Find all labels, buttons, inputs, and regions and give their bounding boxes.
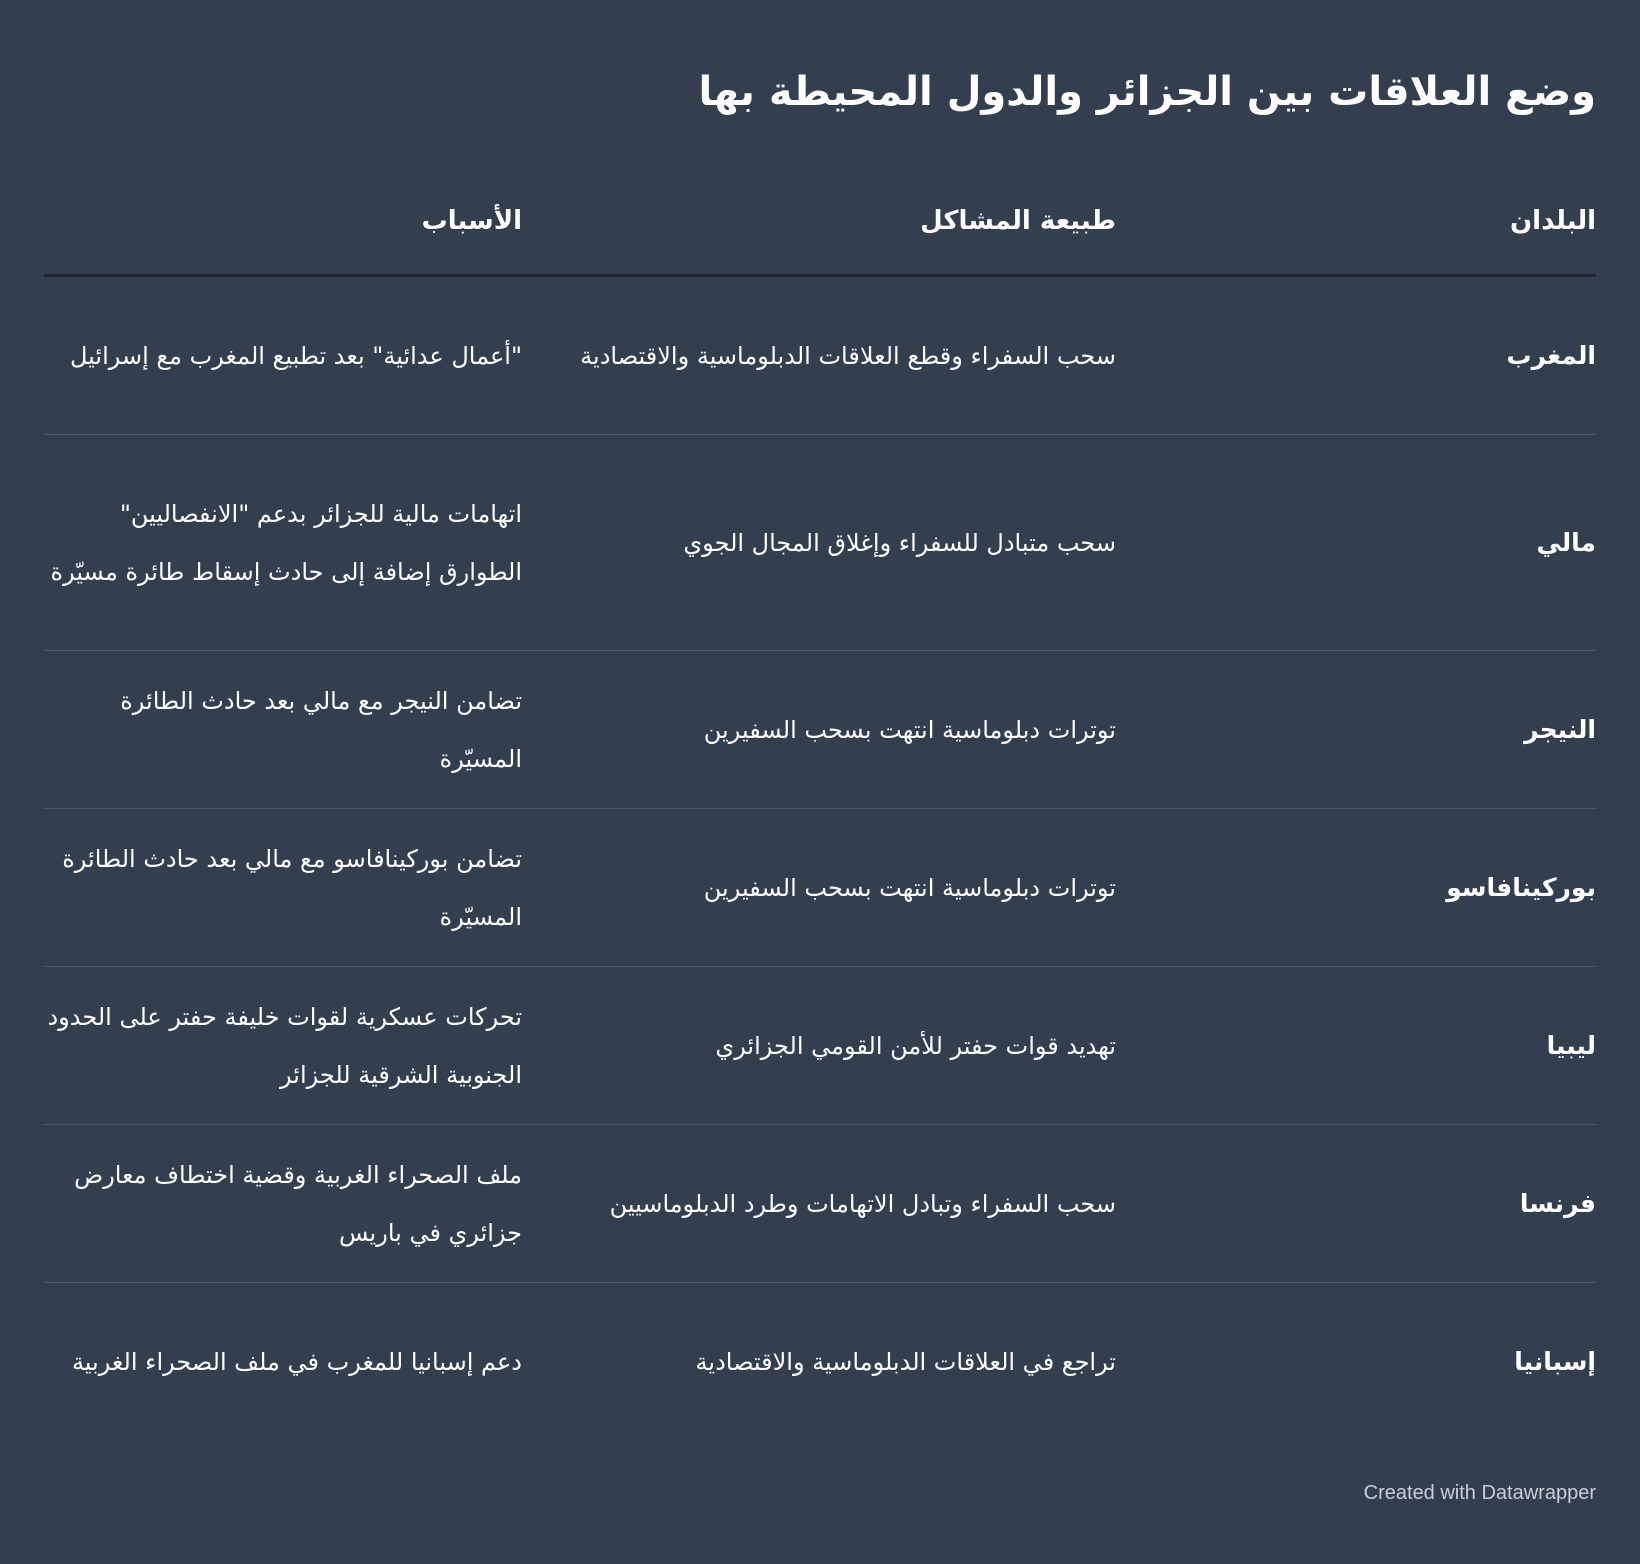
- table-header: [44, 186, 1596, 277]
- reason-cell: دعم إسبانيا للمغرب في ملف الصحراء الغربية: [71, 1347, 522, 1376]
- header-problems[interactable]: طبيعة المشاكل: [920, 206, 1116, 236]
- problem-cell: تراجع في العلاقات الدبلوماسية والاقتصادية: [695, 1347, 1116, 1376]
- country-cell: النيجر: [1524, 714, 1596, 744]
- table-row-niger: [44, 651, 1596, 809]
- header-countries[interactable]: البلدان: [1509, 206, 1596, 236]
- country-cell: إسبانيا: [1514, 1346, 1596, 1376]
- reason-cell: ملف الصحراء الغربية وقضية اختطاف معارض جزائري في باريس: [74, 1160, 522, 1247]
- table-row-spain: [44, 1283, 1596, 1440]
- country-cell: ليبيا: [1546, 1030, 1596, 1060]
- reason-cell: تحركات عسكرية لقوات خليفة حفتر على الحدود الجنوبية الشرقية للجزائر: [47, 1002, 522, 1089]
- table-row-france: [44, 1125, 1596, 1283]
- chart-title: وضع العلاقات بين الجزائر والدول المحيطة بها: [698, 69, 1596, 115]
- problem-cell: توترات دبلوماسية انتهت بسحب السفيرين: [703, 715, 1116, 744]
- reason-cell: اتهامات مالية للجزائر بدعم "الانفصاليين" الطوارق إضافة إلى حادث إسقاط طائرة مسيّرة: [50, 499, 522, 586]
- problem-cell: سحب متبادل للسفراء وإغلاق المجال الجوي: [683, 528, 1116, 557]
- reason-cell: تضامن بوركينافاسو مع مالي بعد حادث الطائرة المسيّرة: [62, 844, 522, 931]
- country-cell: بوركينافاسو: [1446, 872, 1596, 902]
- table-row-libya: [44, 967, 1596, 1125]
- country-cell: فرنسا: [1519, 1188, 1596, 1218]
- reason-cell: تضامن النيجر مع مالي بعد حادث الطائرة المسيّرة: [120, 686, 522, 773]
- table-row-burkina-faso: [44, 809, 1596, 967]
- footer-credit[interactable]: Created with Datawrapper: [1363, 1482, 1596, 1504]
- relations-table: [44, 186, 1596, 1440]
- reason-cell: "أعمال عدائية" بعد تطبيع المغرب مع إسرائيل: [69, 341, 522, 370]
- country-cell: مالي: [1536, 527, 1596, 557]
- problem-cell: توترات دبلوماسية انتهت بسحب السفيرين: [703, 873, 1116, 902]
- problem-cell: سحب السفراء وقطع العلاقات الدبلوماسية والاقتصادية: [580, 341, 1116, 370]
- problem-cell: سحب السفراء وتبادل الاتهامات وطرد الدبلوماسيين: [609, 1189, 1116, 1218]
- header-reasons[interactable]: الأسباب: [421, 206, 522, 236]
- table-row-morocco: [44, 277, 1596, 435]
- country-cell: المغرب: [1506, 340, 1596, 370]
- datawrapper-table-page: [44, 0, 1596, 1564]
- problem-cell: تهديد قوات حفتر للأمن القومي الجزائري: [715, 1031, 1116, 1060]
- table-row-mali: [44, 435, 1596, 651]
